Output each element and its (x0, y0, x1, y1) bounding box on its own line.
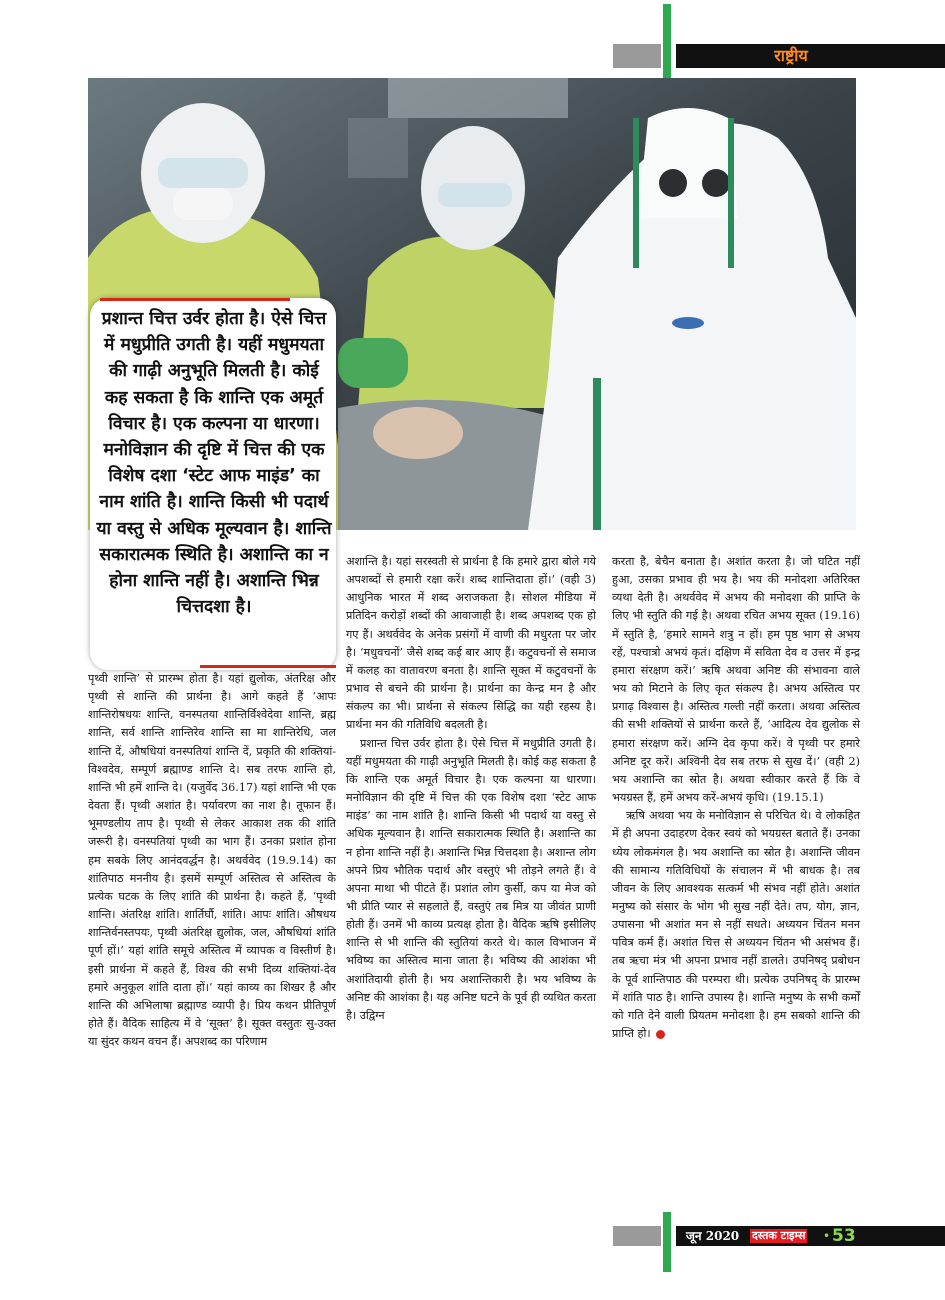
section-title: राष्ट्रीय (774, 46, 808, 65)
issue-date: जून 2020 (686, 1229, 740, 1243)
header-gray-block (613, 44, 661, 68)
paragraph (612, 807, 860, 1043)
article-column-2 (346, 553, 596, 1025)
page-number: 53 (832, 1226, 856, 1246)
paragraph: करता है, बेचैन बनाता है। अशांत करता है। जो घटित नहीं हुआ, उसका प्रभाव ही भय है। भय की मनोदशा अतिरिक्त व्यथा देती है। अथर्ववेद में अभय की मनोदशा की प्राप्ति के लिए भी स्तुति की गई है। अथवा रचित अभय सूक्त (19.16) में स्तुति है, ‘हमारे सामने शत्रु न हों। हम पृष्ठ भाग से अभय रहें, पश्चात्रो अभयं कृतं। दक्षिण में सविता देव व उत्तर में इन्द्र हमारा संरक्षण करें।’ ऋषि अथवा अनिष्ट की संभावना वाले भय को मिटाने के लिए कृत संकल्प है। अभय अस्तित्व पर प्रगाढ़ विश्वास है। अस्तित्व गल्ती नहीं करता। अथवा अस्तित्व की सभी शक्तियों से प्रार्थना करते हैं, ‘आदित्य देव द्युलोक से हमारा संरक्षण करें। अग्नि देव कृपा करें। वे पृथ्वी पर हमारे अनिष्ट दूर करें। अश्विनी देव सब तरफ से सुख दें।’ (वही 2) भय अशान्ति का स्रोत है। अथवा स्वीकार करते हैं कि वे भयग्रस्त हैं, हमें अभय करें-अभयं कृधि। (19.15.1) (612, 555, 860, 805)
end-mark-icon (656, 1030, 665, 1039)
article-column-3 (612, 553, 860, 1043)
paragraph: प्रशान्त चित्त उर्वर होता है। ऐसे चित्त में मधुप्रीति उगती है। यहीं मधुमयता की गाढ़ी अनुभूति मिलती है। कोई कह सकता है कि शान्ति एक अमूर्त विचार है। एक कल्पना या धारणा। मनोविज्ञान की दृष्टि में चित्त की एक विशेष दशा ‘स्टेट आफ माइंड’ का नाम शांति है। शान्ति किसी भी पदार्थ या वस्तु से अधिक मूल्यवान है। शान्ति सकारात्मक स्थिति है। अशान्ति का न होना शान्ति नहीं है। अशान्ति भिन्न चित्तदशा है। अशान्त लोग अपने प्रिय भौतिक पदार्थ और वस्तुएं भी तोड़ने लगते हैं। वे अपना माथा भी पीटते हैं। प्रशांत लोग कुर्सी, कप या मेज को भी प्रीति प्यार से सहलाते हैं, वस्तुएं तब मित्र या जीवंत प्राणी होती हैं। उनमें भी काव्य प्रत्यक्ष होता है। वैदिक ऋषि इसीलिए शान्ति से भी शान्ति की स्तुतियां करते थे। काल विभाजन में भविष्य का अस्तित्व माना जाता है। भविष्य की आशंका भी अशांतिदायी होती है। भय अशान्तिकारी है। भय भविष्य के अनिष्ट की आशंका है। यह अनिष्ट घटने के पूर्व ही व्यथित करता है। उद्विग्न (346, 736, 596, 1022)
pull-quote-top-rule (100, 298, 290, 301)
paragraph-text: ऋषि अथवा भय के मनोविज्ञान से परिचित थे। वे लोकहित में ही अपना उदाहरण देकर स्वयं को भयग्रस्त बताते हैं। उनका ध्येय लोकमंगल है। भय अशान्ति का स्रोत है। अशान्ति जीवन की सामान्य गतिविधियों के संचालन में भी बाधक है। तब जीवन के लिए आवश्यक सत्कर्म भी संभव नहीं होते। अशांत मनुष्य को संसार के भोग भी सुख नहीं देते। तप, योग, ज्ञान, उपासना भी अशांत मन से नहीं सधते। अध्ययन चिंतन मनन पवित्र कर्म हैं। अशांत चित्त से अध्ययन चिंतन भी असंभव हैं। तब ऋचा मंत्र भी अपना प्रभाव नहीं डालते। उपनिषद् प्रबोधन के पूर्व शान्तिपाठ की परम्परा थी। प्रत्येक उपनिषद् के प्रारम्भ में शांति पाठ है। शान्ति उपास्य है। शान्ति मनुष्य के सभी कर्मों को गति देने वाली प्रियतम मनोदशा है। हम सबको शान्ति की प्राप्ति हो। (612, 809, 860, 1041)
footer-separator: • (823, 1229, 831, 1243)
paragraph: पृथ्वी शान्ति’ से प्रारम्भ होता है। यहां द्युलोक, अंतरिक्ष और पृथ्वी से शान्ति की प्रार्थना है। आगे कहते हैं ‘आपः शान्तिरोषधयः शान्ति, वनस्पतया शान्तिर्विश्वेदेवा शान्ति, ब्रह्म शान्ति, सर्व शान्ति शान्तिरेव शान्ति सा मा शान्तिरेधि, जल शान्ति दें, औषधियां वनस्पतियां शान्ति दें, प्रकृति की शक्तियां-विश्वदेव, सम्पूर्ण ब्रह्माण्ड शान्ति दे। सब तरफ शान्ति हो, शान्ति भी हमें शान्ति दे। (यजुर्वेद 36.17) यहां शान्ति भी एक देवता हैं। पृथ्वी अशांत है। पर्यावरण का नाश है। तूफान हैं। भूमण्डलीय ताप है। पृथ्वी से लेकर आकाश तक की शांति जरूरी है। वनस्पतियां पृथ्वी का भाग हैं। उनका प्रशांत होना हम सबके लिए आनंदवर्द्धन है। अथर्ववेद (19.9.14) का शांतिपाठ मननीय है। इसमें सम्पूर्ण अस्तित्व से अस्तित्व के प्रत्येक घटक के लिए शांति की प्रार्थना है। कहते हैं, ‘पृथ्वी शान्ति। अंतरिक्ष शांति। शार्तिर्घौ, शांति। आपः शांति। औषधय शान्तिर्वनस्तपयः, पृथ्वी अंतरिक्ष द्युलोक, जल, औषधियां शांति पूर्ण हों।’ यहां शांति समूचे अस्तित्व में व्यापक व विस्तीर्ण है। इसी प्रार्थना में कहते हैं, विश्व की सभी दिव्य शक्तियां-देव हमारे अनुकूल शांति दाता हों।’ यहां काव्य का शिखर है और शान्ति की अभिलाषा ब्रह्माण्ड व्यापी है। प्रिय कथन प्रीतिपूर्ण होते हैं। वैदिक साहित्य में वे ‘सूक्त’ है। सूक्त वस्तुतः सु-उक्त या सुंदर कथन वचन हैं। अपशब्द का परिणाम (88, 672, 336, 1049)
header-green-rule (663, 4, 671, 82)
article-column-1 (88, 670, 336, 1051)
footer-green-rule (663, 1212, 671, 1272)
magazine-logo: दस्तक टाइम्स (752, 1229, 806, 1242)
paragraph: अशान्ति है। यहां सरस्वती से प्रार्थना है कि हमारे द्वारा बोले गये अपशब्दों से हमारी रक्षा करें। शब्द शान्तिदाता हों।’ (वही 3) आधुनिक भारत में शब्द अराजकता है। सोशल मीडिया में प्रतिदिन करोड़ों शब्दों की आवाजाही है। शब्द अपशब्द एक हो गए हैं। अथर्ववेद के अनेक प्रसंगों में वाणी की मधुरता पर जोर है। ‘मधुवचनों’ जैसे शब्द कई बार आए हैं। कटुवचनों से समाज में कलह का वातावरण बनता है। शान्ति सूक्त में कटुवचनों के प्रभाव से बचने की प्रार्थना है। प्रार्थना का केन्द्र मन है और संकल्प का भी। प्रार्थना से संकल्प सिद्धि का यही रहस्य है। प्रार्थना मन की गतिविधि बदलती है। (346, 555, 596, 732)
pull-quote-text: प्रशान्त चित्त उर्वर होता है। ऐसे चित्त में मधुप्रीति उगती है। यहीं मधुमयता की गाढ़ी अनुभूति मिलती है। कोई कह सकता है कि शान्ति एक अमूर्त विचार है। एक कल्पना या धारणा। मनोविज्ञान की दृष्टि में चित्त की एक विशेष दशा ‘स्टेट आफ माइंड’ का नाम शांति है। शान्ति किसी भी पदार्थ या वस्तु से अधिक मूल्यवान है। शान्ति सकारात्मक स्थिति है। अशान्ति का न होना शान्ति नहीं है। अशान्ति भिन्न चित्तदशा है। (96, 309, 332, 618)
pull-quote-bottom-rule (200, 665, 336, 668)
footer-gray-block (613, 1226, 661, 1246)
